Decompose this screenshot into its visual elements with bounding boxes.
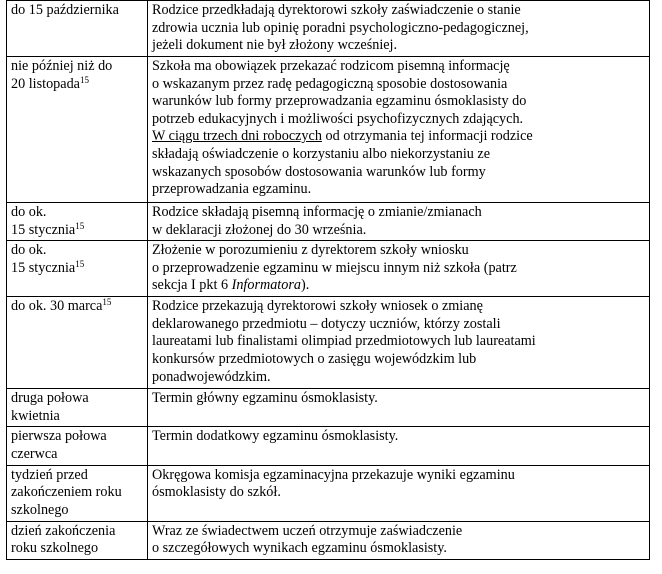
description-line: Złożenie w porozumieniu z dyrektorem szkoły wniosku bbox=[152, 242, 469, 259]
description-cell bbox=[148, 521, 650, 559]
footnote-marker: 15 bbox=[79, 74, 89, 85]
description-text: ). bbox=[300, 277, 310, 294]
description-line: przeprowadzania egzaminu. bbox=[152, 181, 312, 198]
description-line: Okręgowa komisja egzaminacyjna przekazuje wyniki egzaminu bbox=[152, 466, 515, 483]
footnote-marker: 15 bbox=[75, 220, 85, 231]
description-cell bbox=[148, 427, 650, 465]
description-cell bbox=[148, 297, 650, 389]
date-text: 15 stycznia bbox=[11, 259, 76, 276]
description-line: Rodzice przedkładają dyrektorowi szkoły zaświadczenie o stanie bbox=[152, 2, 521, 18]
date-line: szkolnego bbox=[11, 501, 69, 518]
date-cell bbox=[7, 521, 148, 559]
date-cell bbox=[7, 389, 148, 427]
date-line: nie później niż do bbox=[11, 58, 113, 74]
date-cell bbox=[7, 57, 148, 203]
table-row bbox=[7, 57, 650, 203]
description-line: Wraz ze świadectwem uczeń otrzymuje zaświadczenie bbox=[152, 522, 463, 539]
date-text: 20 listopada bbox=[11, 75, 80, 92]
description-cell bbox=[148, 465, 650, 521]
date-cell bbox=[7, 241, 148, 297]
description-line: ponadwojewódzkim. bbox=[152, 368, 271, 385]
description-line: laureatami lub finalistami olimpiad przedmiotowych lub laureatami bbox=[152, 333, 536, 350]
date-line: kwietnia bbox=[11, 407, 60, 424]
description-line: jeżeli dokument nie był złożony wcześniej. bbox=[152, 37, 398, 54]
description-line: konkursów przedmiotowych o zasięgu wojewódzkim lub bbox=[152, 350, 477, 367]
description-line: Szkoła ma obowiązek przekazać rodzicom pisemną informację bbox=[152, 58, 510, 74]
date-line: druga połowa bbox=[11, 390, 89, 407]
description-line: o wskazanym przez radę pedagogiczną sposobie dostosowania bbox=[152, 75, 508, 92]
description-cell bbox=[148, 203, 650, 241]
description-cell bbox=[148, 57, 650, 203]
description-line: Termin główny egzaminu ósmoklasisty. bbox=[152, 390, 378, 407]
description-line: Rodzice przekazują dyrektorowi szkoły wniosek o zmianę bbox=[152, 298, 483, 315]
date-line bbox=[11, 76, 143, 94]
description-cell bbox=[148, 241, 650, 297]
date-line: dzień zakończenia bbox=[11, 522, 116, 539]
description-line: deklarowanego przedmiotu – dotyczy uczniów, którzy zostali bbox=[152, 315, 501, 332]
date-line: roku szkolnego bbox=[11, 540, 99, 557]
description-cell bbox=[148, 1, 650, 57]
description-line: ósmoklasisty do szkół. bbox=[152, 484, 281, 501]
description-cell bbox=[148, 389, 650, 427]
schedule-table-body bbox=[7, 1, 650, 560]
description-line: o szczegółowych wynikach egzaminu ósmoklasisty. bbox=[152, 540, 447, 557]
table-row bbox=[7, 297, 650, 389]
date-line: czerwca bbox=[11, 445, 58, 462]
description-text: od otrzymania tej informacji rodzice bbox=[321, 128, 533, 145]
description-line: zdrowia ucznia lub opinię poradni psychologiczno-pedagogicznej, bbox=[152, 19, 529, 36]
table-row bbox=[7, 521, 650, 559]
description-text: sekcja I pkt 6 bbox=[152, 277, 232, 294]
description-line bbox=[152, 277, 645, 295]
date-line: zakończeniem roku bbox=[11, 484, 122, 501]
table-row bbox=[7, 427, 650, 465]
date-cell bbox=[7, 297, 148, 389]
description-line bbox=[152, 128, 645, 146]
table-row bbox=[7, 465, 650, 521]
description-line: wskazanych sposobów dostosowania warunków lub formy bbox=[152, 163, 486, 180]
date-line: tydzień przed bbox=[11, 466, 88, 483]
date-line: pierwsza połowa bbox=[11, 428, 107, 445]
date-line bbox=[11, 222, 143, 240]
description-line: warunków lub formy przeprowadzania egzaminu ósmoklasisty do bbox=[152, 93, 527, 110]
description-line: potrzeb edukacyjnych i możliwości psychofizycznych zdających. bbox=[152, 110, 524, 127]
table-row bbox=[7, 389, 650, 427]
description-line: w deklaracji złożonej do 30 września. bbox=[152, 221, 367, 238]
table-row bbox=[7, 241, 650, 297]
table-row bbox=[7, 1, 650, 57]
description-line: o przeprowadzenie egzaminu w miejscu innym niż szkoła (patrz bbox=[152, 259, 517, 276]
description-line: składają oświadczenie o korzystaniu albo niekorzystaniu ze bbox=[152, 145, 491, 162]
date-cell bbox=[7, 465, 148, 521]
date-cell bbox=[7, 1, 148, 57]
informator-title: Informatora bbox=[231, 277, 301, 294]
table-row bbox=[7, 203, 650, 241]
footnote-marker: 15 bbox=[75, 258, 85, 269]
date-cell bbox=[7, 203, 148, 241]
date-line bbox=[11, 298, 143, 316]
footnote-marker: 15 bbox=[102, 297, 112, 308]
date-cell bbox=[7, 427, 148, 465]
date-line: do 15 października bbox=[11, 2, 119, 18]
description-line: Termin dodatkowy egzaminu ósmoklasisty. bbox=[152, 428, 399, 445]
date-line: do ok. bbox=[11, 242, 47, 259]
description-line: Rodzice składają pisemną informację o zmianie/zmianach bbox=[152, 204, 482, 220]
date-line bbox=[11, 260, 143, 278]
date-text: do ok. 30 marca bbox=[11, 298, 103, 315]
date-line: do ok. bbox=[11, 204, 47, 220]
exam-schedule-table bbox=[6, 0, 650, 560]
underlined-deadline-text: W ciągu trzech dni roboczych bbox=[152, 128, 322, 145]
date-text: 15 stycznia bbox=[11, 221, 76, 238]
